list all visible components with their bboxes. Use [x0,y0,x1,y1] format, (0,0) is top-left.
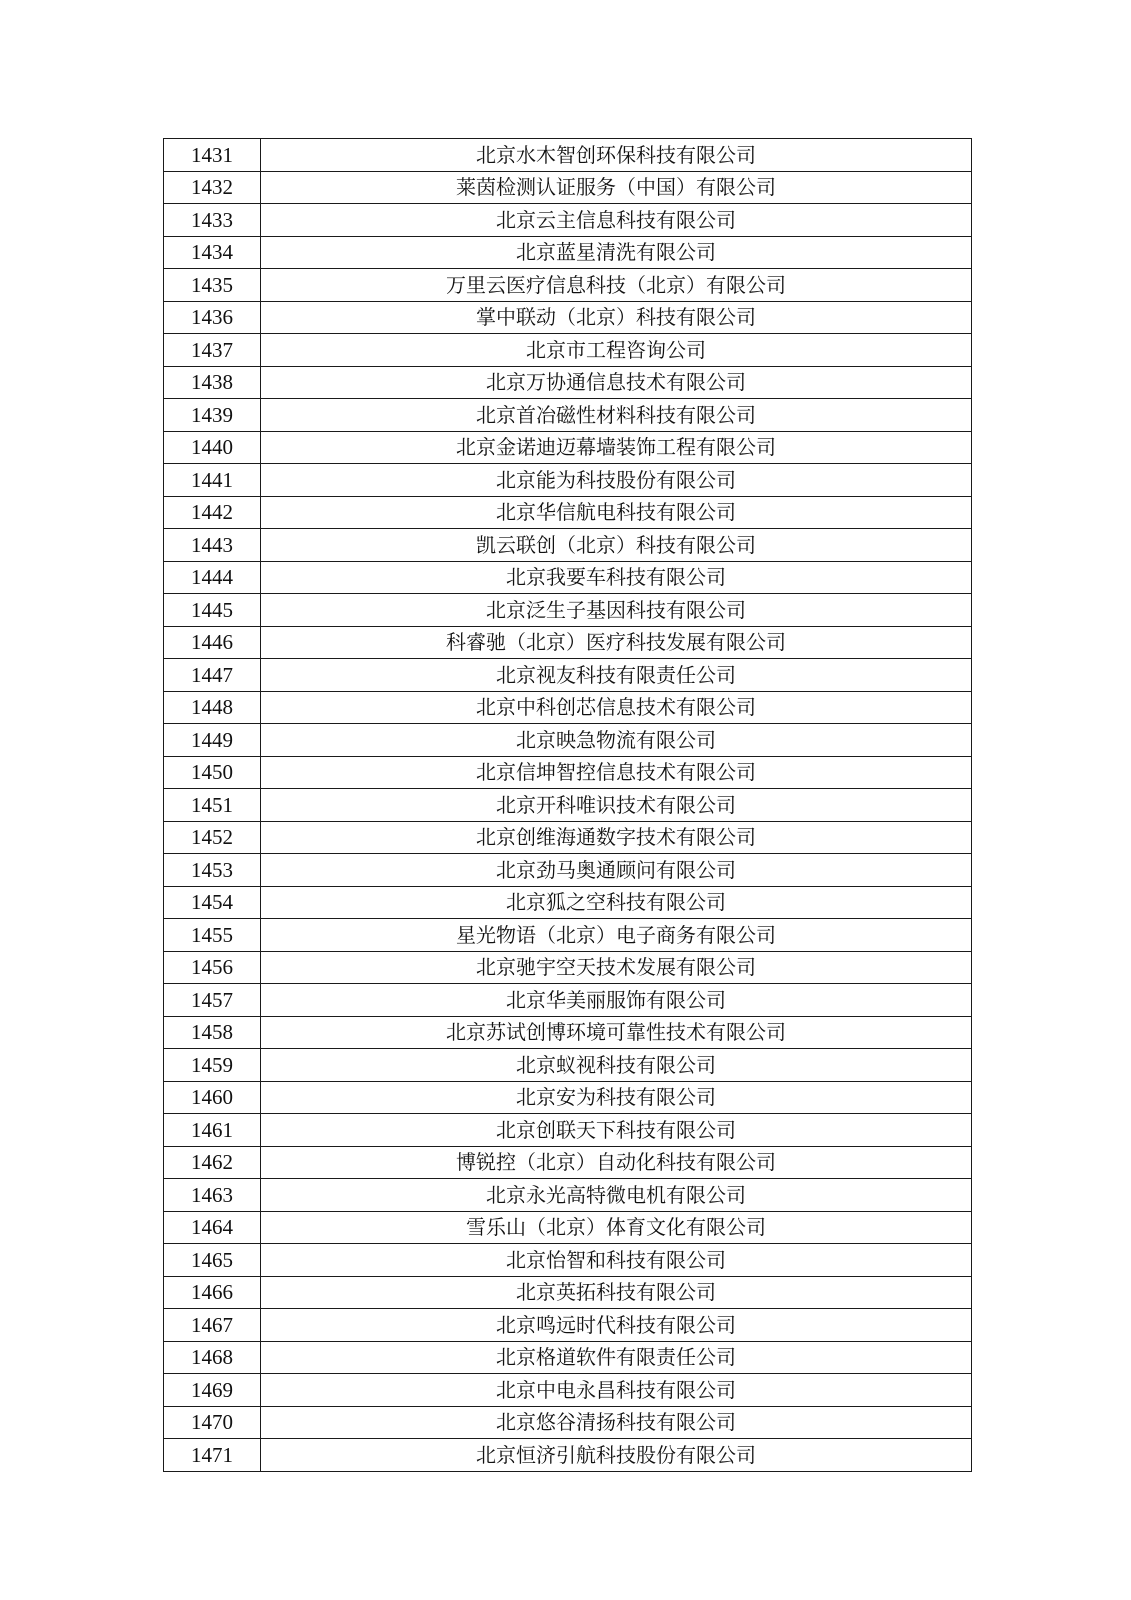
company-name-cell: 北京万协通信息技术有限公司 [261,366,972,399]
row-number-cell: 1444 [164,561,261,594]
row-number-cell: 1465 [164,1244,261,1277]
table-row [164,529,972,562]
company-name-cell: 博锐控（北京）自动化科技有限公司 [261,1146,972,1179]
table-row [164,1211,972,1244]
row-number-cell: 1458 [164,1016,261,1049]
table-row [164,984,972,1017]
table-row [164,1049,972,1082]
table-row [164,171,972,204]
table-row [164,1114,972,1147]
table-row [164,269,972,302]
table-row [164,691,972,724]
table-row [164,854,972,887]
company-name-cell: 北京视友科技有限责任公司 [261,659,972,692]
table-row [164,334,972,367]
row-number-cell: 1457 [164,984,261,1017]
company-name-cell: 北京怡智和科技有限公司 [261,1244,972,1277]
table-row [164,1341,972,1374]
row-number-cell: 1450 [164,756,261,789]
company-name-cell: 北京我要车科技有限公司 [261,561,972,594]
row-number-cell: 1468 [164,1341,261,1374]
table-row [164,756,972,789]
company-name-cell: 北京劲马奥通顾问有限公司 [261,854,972,887]
company-name-cell: 北京鸣远时代科技有限公司 [261,1309,972,1342]
row-number-cell: 1470 [164,1406,261,1439]
company-name-cell: 北京泛生子基因科技有限公司 [261,594,972,627]
company-name-cell: 北京能为科技股份有限公司 [261,464,972,497]
row-number-cell: 1454 [164,886,261,919]
table-row [164,594,972,627]
company-name-cell: 北京蚁视科技有限公司 [261,1049,972,1082]
row-number-cell: 1462 [164,1146,261,1179]
row-number-cell: 1440 [164,431,261,464]
company-name-cell: 北京首冶磁性材料科技有限公司 [261,399,972,432]
company-name-cell: 北京恒济引航科技股份有限公司 [261,1439,972,1472]
row-number-cell: 1446 [164,626,261,659]
row-number-cell: 1431 [164,139,261,172]
row-number-cell: 1438 [164,366,261,399]
row-number-cell: 1463 [164,1179,261,1212]
table-row [164,1081,972,1114]
table-row [164,236,972,269]
row-number-cell: 1464 [164,1211,261,1244]
company-name-cell: 北京驰宇空天技术发展有限公司 [261,951,972,984]
table-row [164,1016,972,1049]
company-name-cell: 北京市工程咨询公司 [261,334,972,367]
company-name-cell: 北京永光高特微电机有限公司 [261,1179,972,1212]
table-row [164,919,972,952]
table-row [164,399,972,432]
row-number-cell: 1469 [164,1374,261,1407]
table-row [164,1406,972,1439]
row-number-cell: 1445 [164,594,261,627]
company-name-cell: 掌中联动（北京）科技有限公司 [261,301,972,334]
company-name-cell: 北京华信航电科技有限公司 [261,496,972,529]
table-row [164,1244,972,1277]
table-row [164,1276,972,1309]
company-name-cell: 莱茵检测认证服务（中国）有限公司 [261,171,972,204]
row-number-cell: 1447 [164,659,261,692]
row-number-cell: 1467 [164,1309,261,1342]
company-name-cell: 北京映急物流有限公司 [261,724,972,757]
table-row [164,1309,972,1342]
row-number-cell: 1460 [164,1081,261,1114]
company-name-cell: 北京安为科技有限公司 [261,1081,972,1114]
row-number-cell: 1459 [164,1049,261,1082]
table-row [164,626,972,659]
table-row [164,724,972,757]
table-row [164,1146,972,1179]
table-row [164,821,972,854]
table-row [164,659,972,692]
row-number-cell: 1461 [164,1114,261,1147]
table-row [164,301,972,334]
row-number-cell: 1448 [164,691,261,724]
company-table-body [164,139,972,1472]
company-name-cell: 北京金诺迪迈幕墙装饰工程有限公司 [261,431,972,464]
table-row [164,366,972,399]
row-number-cell: 1443 [164,529,261,562]
company-name-cell: 凯云联创（北京）科技有限公司 [261,529,972,562]
table-row [164,561,972,594]
table-row [164,464,972,497]
row-number-cell: 1433 [164,204,261,237]
company-name-cell: 雪乐山（北京）体育文化有限公司 [261,1211,972,1244]
company-name-cell: 北京信坤智控信息技术有限公司 [261,756,972,789]
table-row [164,204,972,237]
company-name-cell: 北京英拓科技有限公司 [261,1276,972,1309]
company-name-cell: 万里云医疗信息科技（北京）有限公司 [261,269,972,302]
row-number-cell: 1452 [164,821,261,854]
company-name-cell: 北京中电永昌科技有限公司 [261,1374,972,1407]
table-row [164,886,972,919]
company-name-cell: 北京开科唯识技术有限公司 [261,789,972,822]
company-name-cell: 星光物语（北京）电子商务有限公司 [261,919,972,952]
company-name-cell: 北京华美丽服饰有限公司 [261,984,972,1017]
row-number-cell: 1442 [164,496,261,529]
company-name-cell: 北京中科创芯信息技术有限公司 [261,691,972,724]
table-row [164,951,972,984]
row-number-cell: 1436 [164,301,261,334]
row-number-cell: 1453 [164,854,261,887]
company-name-cell: 北京云主信息科技有限公司 [261,204,972,237]
company-table [163,138,972,1472]
row-number-cell: 1471 [164,1439,261,1472]
company-name-cell: 北京创维海通数字技术有限公司 [261,821,972,854]
row-number-cell: 1434 [164,236,261,269]
row-number-cell: 1441 [164,464,261,497]
row-number-cell: 1449 [164,724,261,757]
company-name-cell: 北京格道软件有限责任公司 [261,1341,972,1374]
row-number-cell: 1437 [164,334,261,367]
row-number-cell: 1439 [164,399,261,432]
table-row [164,789,972,822]
row-number-cell: 1456 [164,951,261,984]
row-number-cell: 1435 [164,269,261,302]
company-name-cell: 北京蓝星清洗有限公司 [261,236,972,269]
row-number-cell: 1455 [164,919,261,952]
company-name-cell: 科睿驰（北京）医疗科技发展有限公司 [261,626,972,659]
table-row [164,139,972,172]
row-number-cell: 1432 [164,171,261,204]
table-row [164,1439,972,1472]
company-name-cell: 北京狐之空科技有限公司 [261,886,972,919]
row-number-cell: 1451 [164,789,261,822]
table-row [164,1179,972,1212]
company-name-cell: 北京苏试创博环境可靠性技术有限公司 [261,1016,972,1049]
table-row [164,431,972,464]
table-row [164,496,972,529]
company-name-cell: 北京悠谷清扬科技有限公司 [261,1406,972,1439]
row-number-cell: 1466 [164,1276,261,1309]
company-name-cell: 北京水木智创环保科技有限公司 [261,139,972,172]
company-name-cell: 北京创联天下科技有限公司 [261,1114,972,1147]
table-row [164,1374,972,1407]
